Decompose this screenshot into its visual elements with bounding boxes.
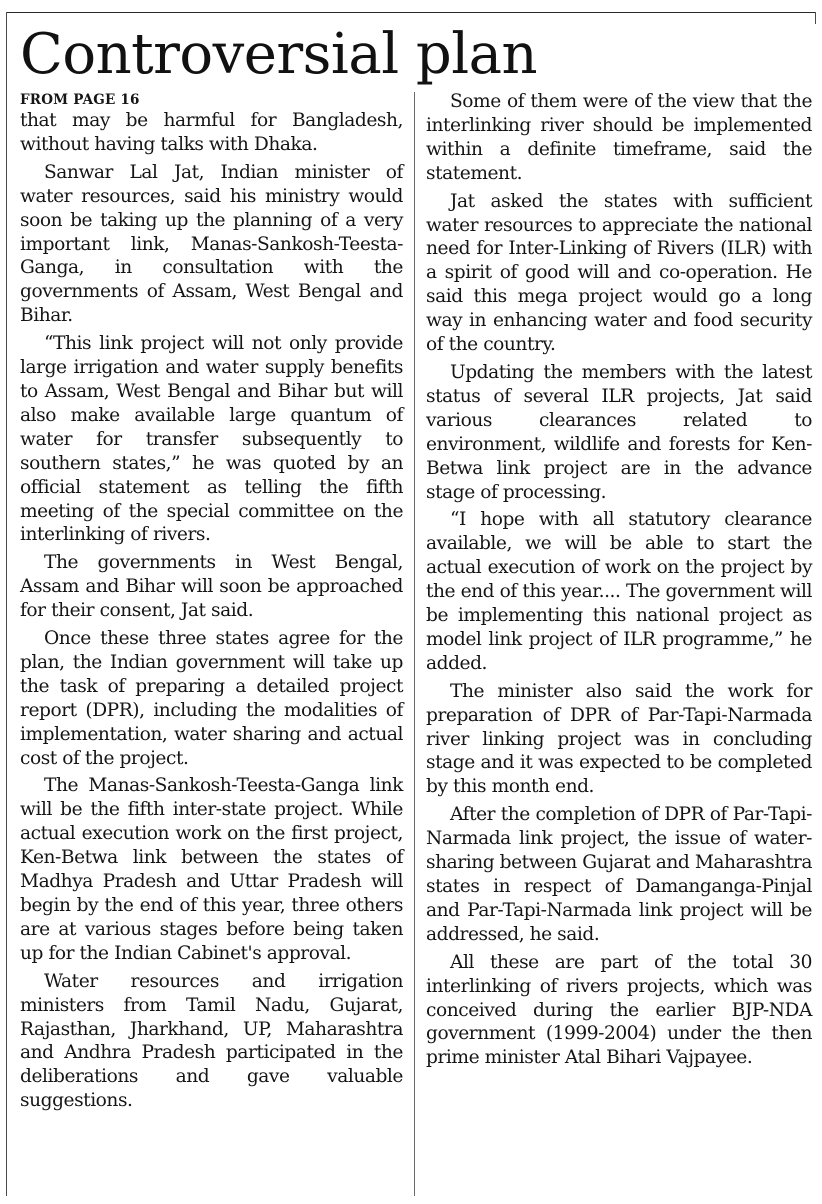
right-paragraph-3: Updating the members with the latest status of several ILR projects, Jat said various clearances related to environment, wildlife and forests for Ken-Betwa link project are in the advance stage of processing. bbox=[426, 361, 812, 503]
headline: Controversial plan bbox=[20, 22, 538, 87]
left-column bbox=[20, 90, 403, 1117]
left-paragraph-5: Once these three states agree for the plan, the Indian government will take up the task of preparing a detailed project report (DPR), including the modalities of implementation, water sharing and actual cost of the project. bbox=[20, 628, 403, 769]
left-paragraph-2: Sanwar Lal Jat, Indian minister of water resources, said his ministry would soon be taking up the planning of a very important link, Manas-Sankosh-Teesta-Ganga, in consultation with the governments of Assam, West Bengal and Bihar. bbox=[20, 161, 403, 327]
left-paragraph-3: “This link project will not only provide large irrigation and water supply benefits to Assam, West Bengal and Bihar but will also make available large quantum of water for transfer subsequently to southern states,” he was quoted by an official statement as telling the fifth meeting of the special committee on the interlinking of rivers. bbox=[20, 333, 403, 546]
right-paragraph-5: The minister also said the work for preparation of DPR of Par-Tapi-Narmada river linking project was in concluding stage and it was expected to be completed by this month end. bbox=[426, 680, 812, 798]
left-paragraph-7: Water resources and irrigation ministers from Tamil Nadu, Gujarat, Rajasthan, Jharkhand, UP, Maharashtra and Andhra Pradesh participated in the deliberations and gave valuable suggestions. bbox=[20, 970, 403, 1112]
right-paragraph-6: After the completion of DPR of Par-Tapi-Narmada link project, the issue of water-sharing between Gujarat and Maharashtra states in respect of Damanganga-Pinjal and Par-Tapi-Narmada link project will be addressed, he said. bbox=[426, 804, 812, 945]
right-paragraph-2: Jat asked the states with sufficient water resources to appreciate the national need for Inter-Linking of Rivers (ILR) with a spirit of good will and co-operation. He said this mega project would go a long way in enhancing water and food security of the country. bbox=[426, 190, 812, 356]
right-paragraph-1: Some of them were of the view that the interlinking river should be implemented within a definite timeframe, said the statement. bbox=[426, 91, 812, 184]
right-border-tick bbox=[815, 12, 816, 24]
column-divider bbox=[414, 92, 415, 1196]
left-border-rule bbox=[6, 12, 7, 1196]
right-paragraph-7: All these are part of the total 30 interlinking of rivers projects, which was conceived during the earlier BJP-NDA government (1999-2004) under the then prime minister Atal Bihari Vajpayee. bbox=[426, 951, 812, 1069]
left-paragraph-4: The governments in West Bengal, Assam and Bihar will soon be approached for their consent, Jat said. bbox=[20, 552, 403, 622]
right-column bbox=[426, 90, 812, 1074]
continuation-kicker: FROM PAGE 16 bbox=[20, 92, 140, 108]
left-paragraph-1: that may be harmful for Bangladesh, without having talks with Dhaka. bbox=[20, 110, 403, 155]
left-paragraph-6: The Manas-Sankosh-Teesta-Ganga link will be the fifth inter-state project. While actual execution work on the first project, Ken-Betwa link between the states of Madhya Pradesh and Uttar Pradesh will begin by the end of this year, three others are at various stages before being taken up for the Indian Cabinet's approval. bbox=[20, 775, 403, 964]
right-paragraph-4: “I hope with all statutory clearance available, we will be able to start the actual execution of work on the project by the end of this year.... The government will be implementing this national project as model link project of ILR programme,” he added. bbox=[426, 509, 812, 674]
top-border-rule bbox=[6, 12, 816, 13]
